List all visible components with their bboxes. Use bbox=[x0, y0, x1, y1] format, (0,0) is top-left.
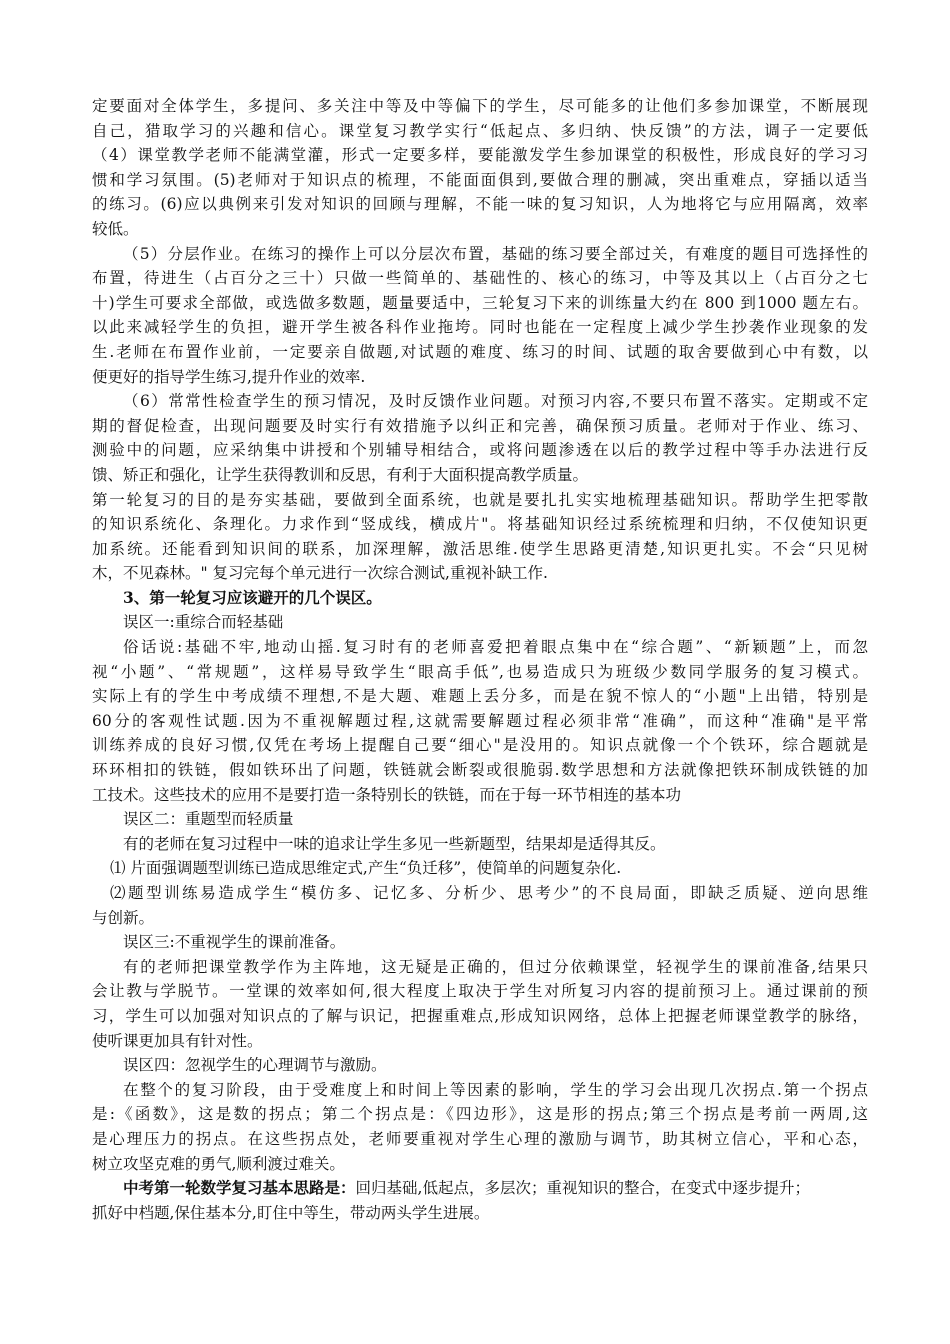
text-line: 加系统。还能看到知识间的联系，加深理解，激活思维.使学生思路更清楚,知识更扎实。不会“只见树 bbox=[92, 539, 868, 558]
text-line: 的知识系统化、条理化。力求作到“竖成线，横成片"。将基础知识经过系统梳理和归纳，不仅使知识更 bbox=[92, 515, 868, 534]
text-line: 是:《函数》，这是数的拐点；第二个拐点是：《四边形》，这是形的拐点;第三个拐点是考前一两周,这 bbox=[92, 1105, 868, 1124]
text-line: 便更好的指导学生练习,提升作业的效率. bbox=[92, 367, 366, 386]
text-line: 视“小题”、“常规题”，这样易导致学生“眼高手低”,也易造成只为班级少数同学服务的复习模式。 bbox=[92, 662, 868, 681]
text-line: 较低。 bbox=[92, 219, 139, 238]
text-line: 布置，待进生（占百分之三十）只做一些简单的、基础性的、核心的练习，中等及其以上（占百分之七 bbox=[92, 269, 868, 288]
text-line: 有的老师把课堂教学作为主阵地，这无疑是正确的，但过分依赖课堂，轻视学生的课前准备,结果只 bbox=[123, 957, 868, 976]
text-line: 的练习。(6)应以典例来引发对知识的回顾与理解，不能一味的复习知识，人为地将它与应用隔离，效率 bbox=[92, 195, 868, 214]
section-heading: 3、第一轮复习应该避开的几个误区。 bbox=[123, 587, 382, 607]
text-line: 与创新。 bbox=[92, 908, 155, 927]
text-line: 是心理压力的拐点。在这些拐点处，老师要重视对学生心理的激励与调节，助其树立信心，平和心态， bbox=[92, 1129, 868, 1148]
summary-line bbox=[92, 1176, 868, 1201]
text-line: （4）课堂教学老师不能满堂灌，形式一定要多样，要能激发学生参加课堂的积极性，形成良好的学习习 bbox=[92, 146, 868, 165]
text-line: 期的督促检查，出现问题要及时实行有效措施予以纠正和完善，确保预习质量。老师对于作业、练习、 bbox=[92, 416, 868, 435]
summary-label: 中考第一轮数学复习基本思路是： bbox=[123, 1178, 356, 1198]
text-line: 自己，猎取学习的兴趣和信心。课堂复习教学实行“低起点、多归纳、快反馈”的方法，调子一定要低 bbox=[92, 121, 868, 140]
text-line: 定要面对全体学生，多提问、多关注中等及中等偏下的学生，尽可能多的让他们多参加课堂，不断展现 bbox=[92, 97, 868, 115]
text-line: 训练养成的良好习惯,仅凭在考场上提醒自己要“细心"是没用的。知识点就像一个个铁环，综合题就是 bbox=[92, 736, 868, 755]
text-line: 第一轮复习的目的是夯实基础，要做到全面系统，也就是要扎扎实实地梳理基础知识。帮助学生把零散 bbox=[92, 490, 868, 509]
text-line: 工技术。这些技术的应用不是要打造一条特别长的铁链，而在于每一环节相连的基本功 bbox=[92, 785, 682, 804]
text-line: 俗话说:基础不牢,地动山摇.复习时有的老师喜爱把着眼点集中在“综合题”、“新颖题”上，而忽 bbox=[123, 638, 868, 657]
text-line: 60分的客观性试题.因为不重视解题过程,这就需要解题过程必须非常“准确”，而这种“准确"是平常 bbox=[92, 711, 868, 730]
text-line: 十)学生可要求全部做，或选做多数题，题量要适中，三轮复习下来的训练量大约在 800 到1000 题左右。 bbox=[92, 293, 868, 312]
text-line: 木，不见森林。" 复习完每个单元进行一次综合测试,重视补缺工作. bbox=[92, 564, 548, 583]
document-page bbox=[92, 94, 868, 1225]
text-line: 树立攻坚克难的勇气,顺利渡过难关。 bbox=[92, 1154, 345, 1173]
text-line: 在整个的复习阶段，由于受难度上和时间上等因素的影响，学生的学习会出现几次拐点.第一个拐点 bbox=[123, 1080, 868, 1099]
text-line: （5）分层作业。在练习的操作上可以分层次布置，基础的练习要全部过关，有难度的题目可选择性的 bbox=[123, 244, 868, 263]
text-line: （6）常常性检查学生的预习情况，及时反馈作业问题。对预习内容,不要只布置不落实。定期或不定 bbox=[123, 392, 868, 411]
text-line: 测验中的问题，应采纳集中讲授和个别辅导相结合，或将问题渗透在以后的教学过程中等手办法进行反 bbox=[92, 441, 868, 460]
text-line: 有的老师在复习过程中一味的追求让学生多见一些新题型，结果却是适得其反。 bbox=[123, 834, 666, 853]
text-line: ⑴ 片面强调题型训练已造成思维定式,产生“负迁移”，使简单的问题复杂化. bbox=[110, 859, 622, 878]
text-line: 习，学生可以加强对知识点的了解与识记，把握重难点,形成知识网络，总体上把握老师课堂教学的脉络， bbox=[92, 1006, 868, 1025]
summary-text: 回归基础,低起点，多层次；重视知识的整合，在变式中逐步提升； bbox=[355, 1179, 810, 1198]
subheading: 误区四：忽视学生的心理调节与激励。 bbox=[123, 1056, 387, 1075]
text-line: 环环相扣的铁链，假如铁环出了问题，铁链就会断裂或很脆弱.数学思想和方法就像把铁环制成铁链的加 bbox=[92, 761, 868, 780]
text-line: 惯和学习氛围。(5)老师对于知识点的梳理，不能面面俱到,要做合理的删减，突出重难点，穿插以适当 bbox=[92, 170, 868, 189]
subheading: 误区一:重综合而轻基础 bbox=[123, 613, 284, 632]
subheading: 误区三:不重视学生的课前准备。 bbox=[123, 933, 346, 952]
text-line: 以此来减轻学生的负担，避开学生被各科作业拖垮。同时也能在一定程度上减少学生抄袭作业现象的发 bbox=[92, 318, 868, 337]
text-line: ⑵题型训练易造成学生“模仿多、记忆多、分析少、思考少”的不良局面，即缺乏质疑、逆向思维 bbox=[110, 884, 868, 902]
text-line: 实际上有的学生中考成绩不理想,不是大题、难题上丢分多，而是在貌不惊人的“小题"上出错，特别是 bbox=[92, 687, 868, 706]
text-line: 馈、矫正和强化，让学生获得教训和反思，有利于大面积提高教学质量。 bbox=[92, 465, 589, 484]
text-line: 会让教与学脱节。一堂课的效率如何,很大程度上取决于学生对所复习内容的提前预习上。通过课前的预 bbox=[92, 982, 868, 1001]
subheading: 误区二：重题型而轻质量 bbox=[123, 810, 294, 829]
text-line: 使听课更加具有针对性。 bbox=[92, 1031, 263, 1050]
text-line: 抓好中档题,保住基本分,盯住中等生，带动两头学生进展。 bbox=[92, 1203, 490, 1222]
text-line: 生.老师在布置作业前，一定要亲自做题,对试题的难度、练习的时间、试题的取舍要做到心中有数，以 bbox=[92, 342, 868, 361]
